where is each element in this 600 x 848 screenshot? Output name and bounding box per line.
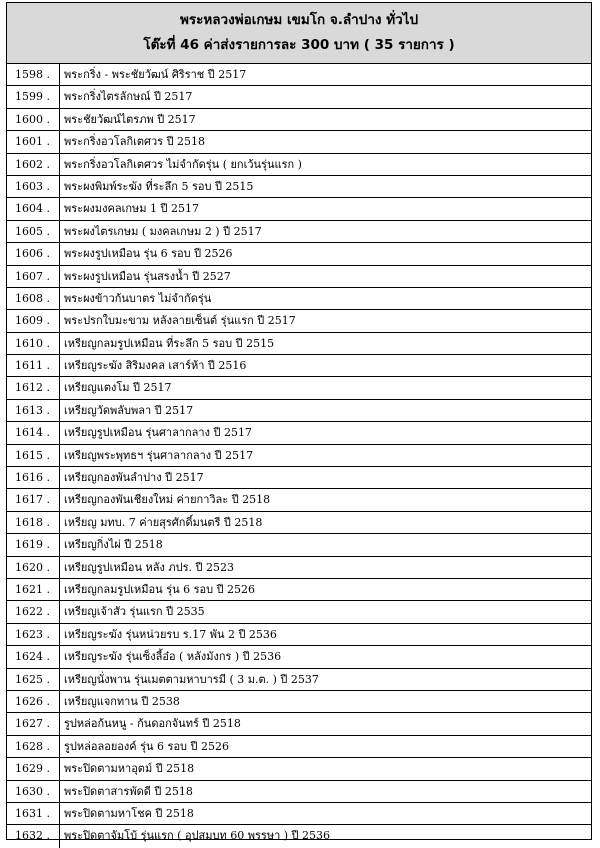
- item-name: เหรียญรูปเหมือน รุ่นศาลากลาง ปี 2517: [64, 426, 252, 440]
- item-list: [7, 64, 591, 848]
- item-name: เหรียญกองพันลำปาง ปี 2517: [64, 471, 204, 485]
- page-subtitle: โต๊ะที่ 46 ค่าส่งรายการละ 300 บาท ( 35 รายการ ): [143, 37, 455, 53]
- item-number: 1609 .: [7, 310, 60, 331]
- table-row: [7, 803, 591, 825]
- item-number: 1621 .: [7, 579, 60, 600]
- page-title: พระหลวงพ่อเกษม เขมโก จ.ลำปาง ทั่วไป: [179, 12, 419, 28]
- auction-list-sheet: [6, 2, 592, 843]
- item-name: เหรียญเจ้าสัว รุ่นแรก ปี 2535: [64, 605, 205, 619]
- table-row: [7, 422, 591, 444]
- item-name: พระกริ่งไตรลักษณ์ ปี 2517: [64, 90, 193, 104]
- table-row: [7, 176, 591, 198]
- table-row: [7, 445, 591, 467]
- table-row: [7, 669, 591, 691]
- table-header: [7, 3, 591, 64]
- item-number: 1617 .: [7, 489, 60, 510]
- table-row: [7, 758, 591, 780]
- item-name: เหรียญ มทบ. 7 ค่ายสุรศักดิ์มนตรี ปี 2518: [64, 515, 263, 529]
- table-row: [7, 781, 591, 803]
- item-number: 1624 .: [7, 646, 60, 667]
- item-number: 1608 .: [7, 288, 60, 309]
- item-name: เหรียญกิ่งไผ่ ปี 2518: [64, 538, 163, 552]
- item-name: พระชัยวัฒน์ไตรภพ ปี 2517: [64, 112, 196, 126]
- item-number: 1603 .: [7, 176, 60, 197]
- table-row: [7, 579, 591, 601]
- item-name: พระผงพิมพ์ระฆัง ที่ระลึก 5 รอบ ปี 2515: [64, 179, 254, 193]
- item-name: พระกริ่ง - พระชัยวัฒน์ ศิริราช ปี 2517: [64, 68, 247, 81]
- item-name: เหรียญพระพุทธฯ รุ่นศาลากลาง ปี 2517: [64, 448, 254, 462]
- item-number: 1601 .: [7, 131, 60, 152]
- item-name: พระผงรูปเหมือน รุ่นสรงน้ำ ปี 2527: [64, 269, 231, 283]
- table-row: [7, 400, 591, 422]
- item-number: 1618 .: [7, 512, 60, 533]
- item-name: พระปิดตาสารพัดดี ปี 2518: [64, 784, 193, 798]
- table-row: [7, 825, 591, 847]
- item-name: พระผงข้าวก้นบาตร ไม่จำกัดรุ่น: [64, 291, 212, 305]
- item-number: 1620 .: [7, 557, 60, 578]
- item-number: 1611 .: [7, 355, 60, 376]
- item-number: 1631 .: [7, 803, 60, 824]
- item-number: 1629 .: [7, 758, 60, 779]
- table-row: [7, 557, 591, 579]
- item-name: เหรียญนั่งพาน รุ่นเมตตามหาบารมี ( 3 ม.ต. ) ปี 2537: [64, 672, 319, 686]
- item-number: 1628 .: [7, 736, 60, 757]
- item-number: 1605 .: [7, 221, 60, 242]
- item-name: พระผงมงคลเกษม 1 ปี 2517: [64, 202, 199, 216]
- item-name: พระปิดตาจัมโบ้ รุ่นแรก ( อุปสมบท 60 พรรษา ) ปี 2536: [64, 829, 330, 843]
- item-name: เหรียญกองพันเชียงใหม่ ค่ายกาวิละ ปี 2518: [64, 493, 271, 507]
- item-name: เหรียญระฆัง รุ่นเซ็งลี้อ๋อ ( หลังมังกร ) ปี 2536: [64, 650, 282, 664]
- table-row: [7, 221, 591, 243]
- item-name: พระปิดตามหาโชค ปี 2518: [64, 806, 194, 820]
- item-name: รูปหล่อลอยองค์ รุ่น 6 รอบ ปี 2526: [64, 739, 229, 753]
- item-number: 1613 .: [7, 400, 60, 421]
- table-row: [7, 601, 591, 623]
- item-name: เหรียญระฆัง รุ่นหน่วยรบ ร.17 พัน 2 ปี 2536: [64, 627, 277, 641]
- item-number: 1614 .: [7, 422, 60, 443]
- item-number: 1604 .: [7, 198, 60, 219]
- table-row: [7, 109, 591, 131]
- table-row: [7, 646, 591, 668]
- table-row: [7, 333, 591, 355]
- item-number: 1630 .: [7, 781, 60, 802]
- item-number: 1602 .: [7, 154, 60, 175]
- item-name: เหรียญรูปเหมือน หลัง ภปร. ปี 2523: [64, 560, 234, 574]
- table-row: [7, 243, 591, 265]
- item-name: เหรียญระฆัง สิริมงคล เสาร์ห้า ปี 2516: [64, 359, 247, 373]
- item-name: พระผงไตรเกษม ( มงคลเกษม 2 ) ปี 2517: [64, 224, 262, 238]
- table-row: [7, 355, 591, 377]
- table-row: [7, 131, 591, 153]
- item-name: รูปหล่อก้นหนู - ก้นดอกจันทร์ ปี 2518: [64, 717, 241, 731]
- item-number: 1606 .: [7, 243, 60, 264]
- item-number: 1625 .: [7, 669, 60, 690]
- item-number: 1632 .: [7, 825, 60, 847]
- item-number: 1610 .: [7, 333, 60, 354]
- table-row: [7, 288, 591, 310]
- item-number: 1599 .: [7, 86, 60, 107]
- table-row: [7, 489, 591, 511]
- item-number: 1615 .: [7, 445, 60, 466]
- table-row: [7, 624, 591, 646]
- table-row: [7, 713, 591, 735]
- item-number: 1607 .: [7, 266, 60, 287]
- item-number: 1612 .: [7, 377, 60, 398]
- item-number: 1619 .: [7, 534, 60, 555]
- item-number: 1627 .: [7, 713, 60, 734]
- table-row: [7, 736, 591, 758]
- table-row: [7, 534, 591, 556]
- item-name: พระปิดตามหาอุตม์ ปี 2518: [64, 762, 195, 776]
- table-row: [7, 86, 591, 108]
- item-name: พระผงรูปเหมือน รุ่น 6 รอบ ปี 2526: [64, 247, 233, 261]
- table-row: [7, 198, 591, 220]
- item-name: เหรียญกลมรูปเหมือน รุ่น 6 รอบ ปี 2526: [64, 582, 256, 596]
- item-name: เหรียญแจกทาน ปี 2538: [64, 694, 180, 708]
- item-name: เหรียญวัดพลับพลา ปี 2517: [64, 403, 194, 417]
- item-number: 1616 .: [7, 467, 60, 488]
- item-name: พระกริ่งอวโลกิเตศวร ไม่จำกัดรุ่น ( ยกเว้นรุ่นแรก ): [64, 157, 302, 171]
- table-row: [7, 64, 591, 86]
- item-name: เหรียญแตงโม ปี 2517: [64, 381, 172, 395]
- item-number: 1600 .: [7, 109, 60, 130]
- item-number: 1623 .: [7, 624, 60, 645]
- item-name: พระกริ่งอวโลกิเตศวร ปี 2518: [64, 135, 206, 149]
- table-row: [7, 310, 591, 332]
- table-row: [7, 512, 591, 534]
- item-number: 1622 .: [7, 601, 60, 622]
- item-number: 1598 .: [7, 64, 60, 85]
- table-row: [7, 266, 591, 288]
- item-name: พระปรกใบมะขาม หลังลายเซ็นต์ รุ่นแรก ปี 2517: [64, 314, 296, 328]
- table-row: [7, 154, 591, 176]
- table-row: [7, 691, 591, 713]
- table-row: [7, 467, 591, 489]
- item-name: เหรียญกลมรูปเหมือน ที่ระลึก 5 รอบ ปี 2515: [64, 336, 275, 350]
- table-row: [7, 377, 591, 399]
- item-number: 1626 .: [7, 691, 60, 712]
